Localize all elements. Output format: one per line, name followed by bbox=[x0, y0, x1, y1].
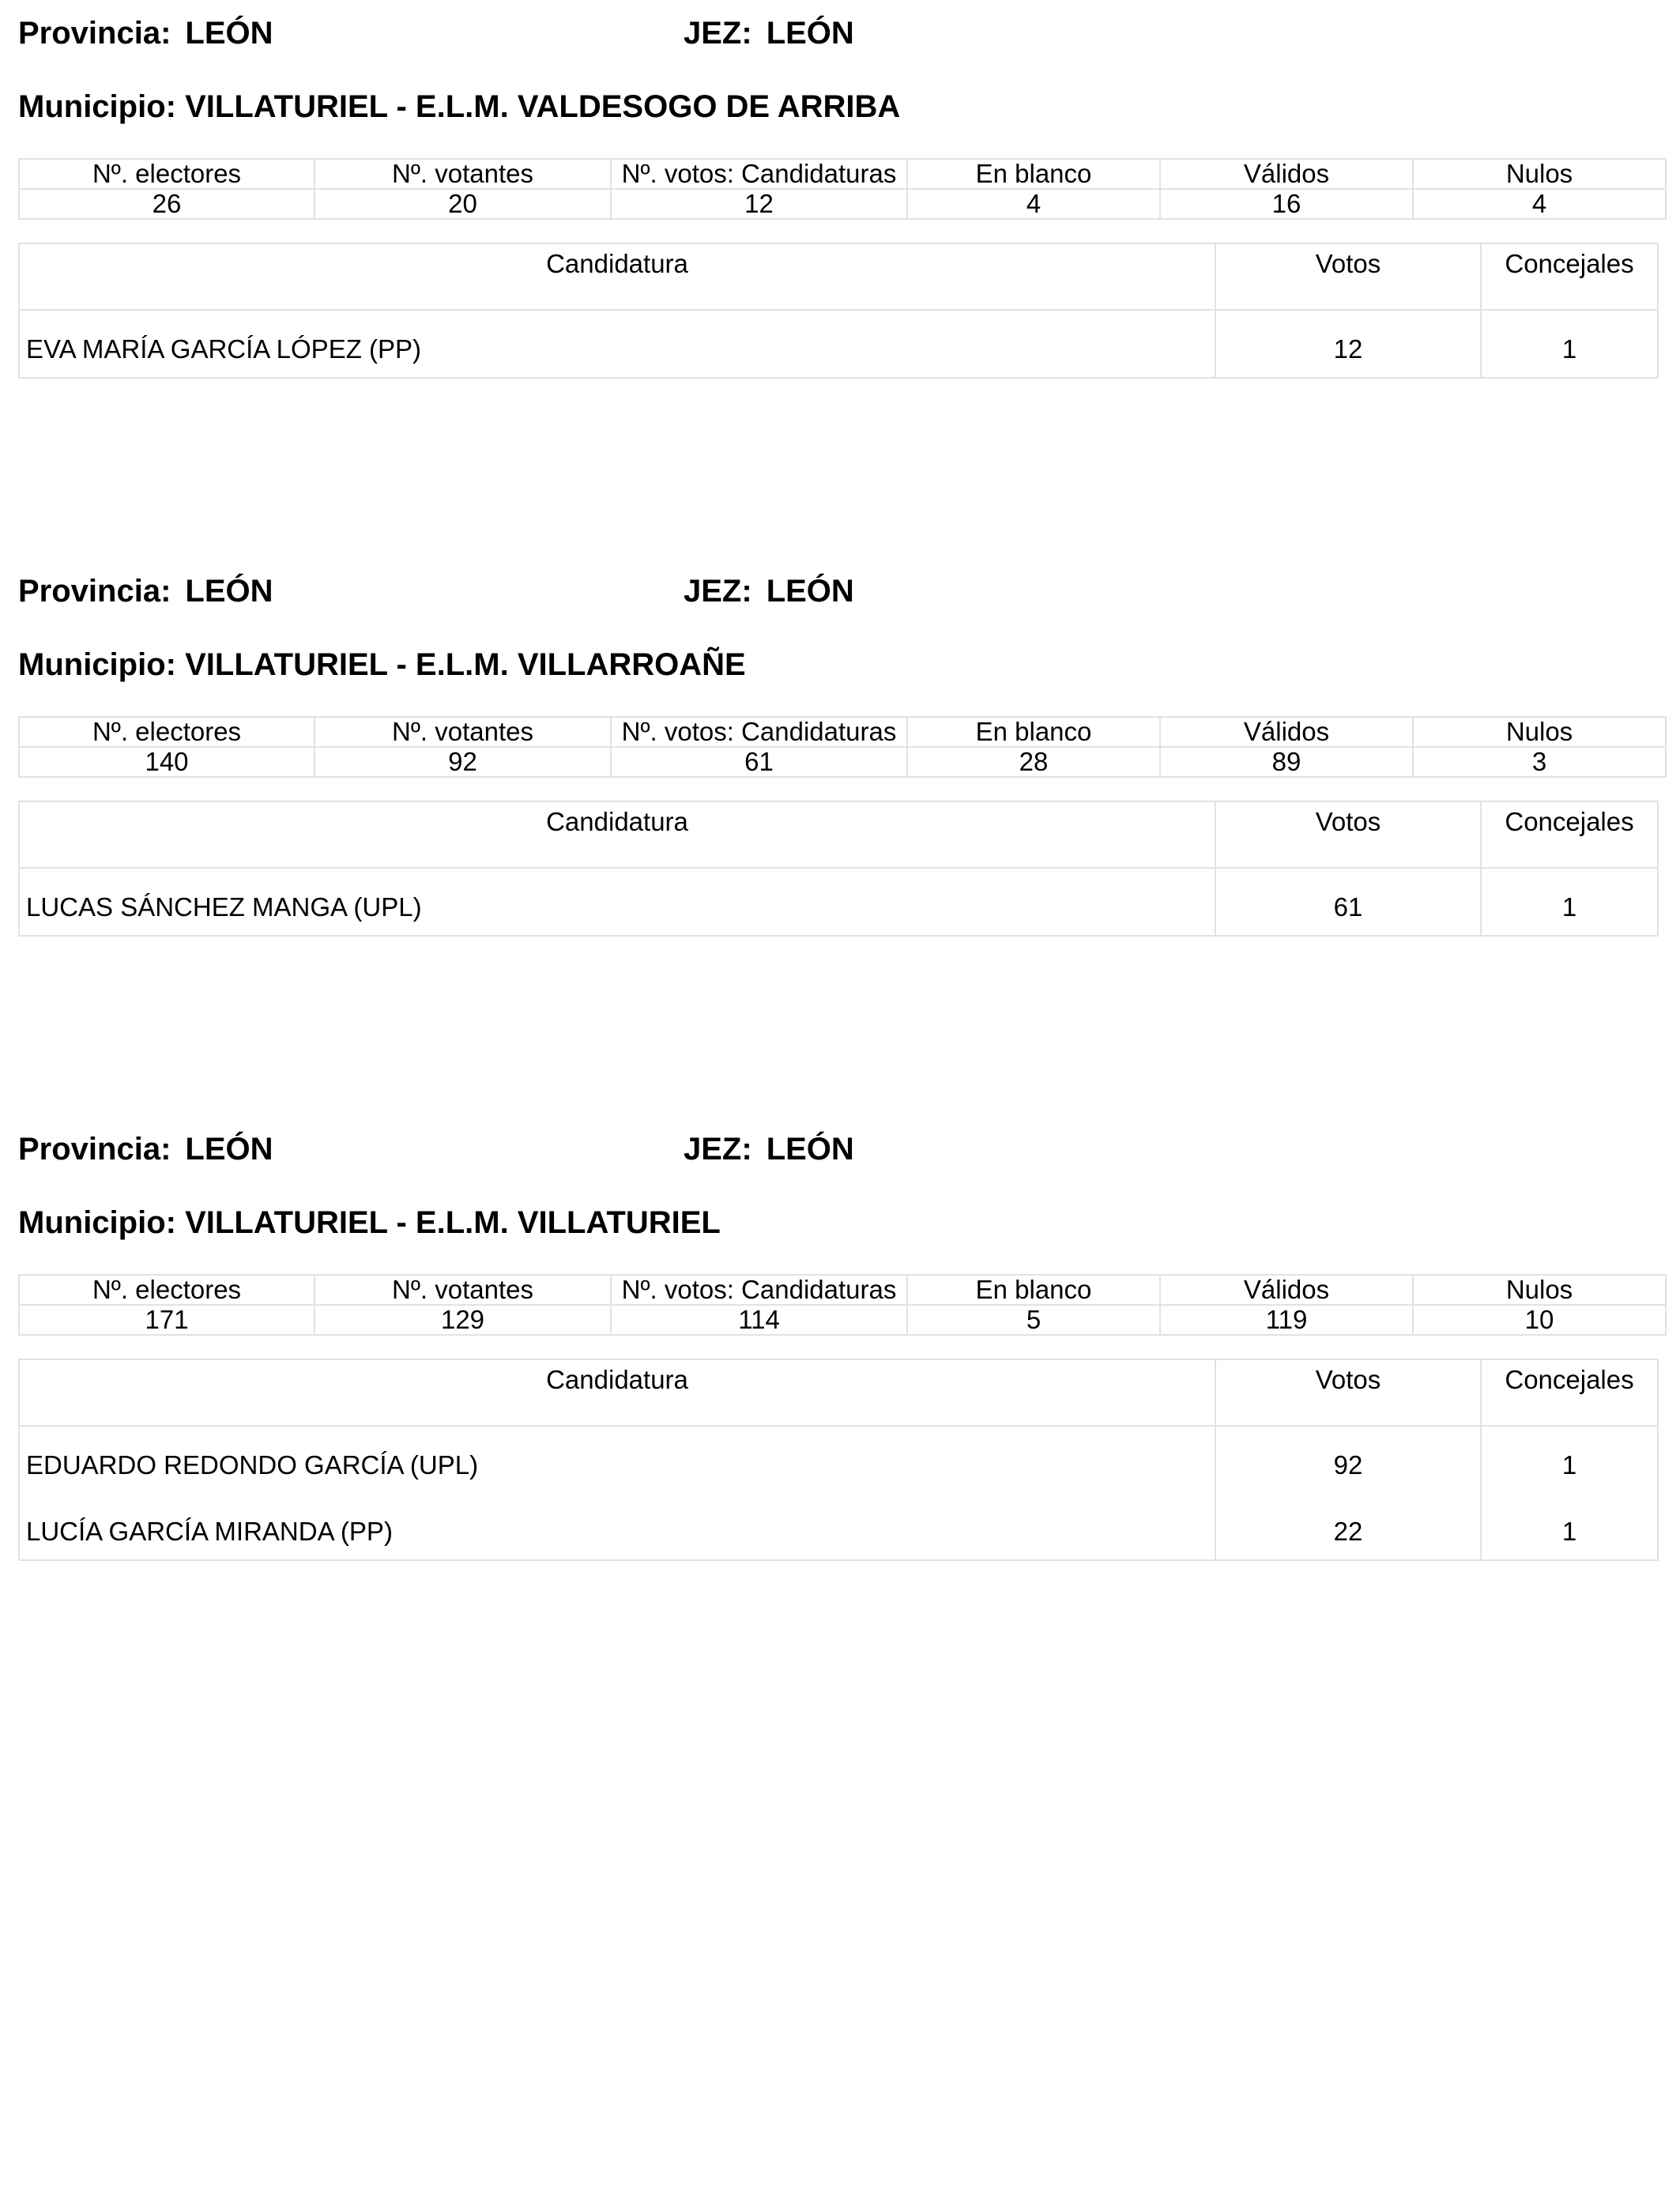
jez-value: LEÓN bbox=[766, 16, 854, 51]
votos-header: Votos bbox=[1216, 244, 1482, 309]
candidate-row bbox=[20, 1427, 1657, 1493]
jez-value: LEÓN bbox=[766, 1132, 854, 1167]
stats-header-row bbox=[19, 1275, 1666, 1305]
candidate-name: LUCÍA GARCÍA MIRANDA (PP) bbox=[20, 1493, 1216, 1559]
candidate-row bbox=[20, 311, 1657, 377]
candidate-row bbox=[20, 1493, 1657, 1559]
municipio-value: VILLATURIEL - E.L.M. VALDESOGO DE ARRIBA bbox=[185, 89, 901, 124]
stats-header: Nº. electores bbox=[19, 1275, 315, 1305]
municipio-label: Municipio: bbox=[18, 647, 176, 682]
candidates-header-row bbox=[20, 802, 1657, 869]
stats-table bbox=[18, 158, 1667, 220]
stats-header: Nº. electores bbox=[19, 717, 315, 747]
jez-line bbox=[684, 574, 854, 609]
stats-value-row bbox=[19, 189, 1666, 219]
candidate-name: EVA MARÍA GARCÍA LÓPEZ (PP) bbox=[20, 311, 1216, 377]
provincia-value: LEÓN bbox=[185, 1132, 273, 1167]
stats-value: 114 bbox=[611, 1305, 907, 1335]
stats-value: 16 bbox=[1160, 189, 1413, 219]
jez-line bbox=[684, 16, 854, 51]
stats-header: Válidos bbox=[1160, 717, 1413, 747]
stats-value: 26 bbox=[19, 189, 315, 219]
stats-header: Válidos bbox=[1160, 159, 1413, 189]
stats-header: Nº. electores bbox=[19, 159, 315, 189]
provincia-line bbox=[18, 574, 273, 609]
stats-value: 12 bbox=[611, 189, 907, 219]
candidate-votes: 61 bbox=[1216, 869, 1482, 935]
provincia-line bbox=[18, 1132, 273, 1167]
municipio-value: VILLATURIEL - E.L.M. VILLATURIEL bbox=[185, 1205, 721, 1240]
stats-table bbox=[18, 1274, 1667, 1336]
candidates-header-row bbox=[20, 1360, 1657, 1427]
provincia-value: LEÓN bbox=[185, 574, 273, 609]
candidate-votes: 12 bbox=[1216, 311, 1482, 377]
votos-header: Votos bbox=[1216, 1360, 1482, 1425]
stats-value: 28 bbox=[907, 747, 1160, 777]
municipio-line bbox=[18, 89, 900, 124]
municipio-line bbox=[18, 647, 746, 682]
candidate-votes: 22 bbox=[1216, 1493, 1482, 1559]
candidatura-header: Candidatura bbox=[20, 1360, 1216, 1425]
municipio-label: Municipio: bbox=[18, 89, 176, 124]
candidate-concejales: 1 bbox=[1561, 334, 1577, 364]
stats-header-row bbox=[19, 159, 1666, 189]
stats-header: Válidos bbox=[1160, 1275, 1413, 1305]
candidate-concejales: 1 bbox=[1561, 892, 1577, 922]
jez-label: JEZ: bbox=[684, 1132, 752, 1167]
concejales-header: Concejales bbox=[1505, 249, 1634, 278]
stats-header: Nº. votantes bbox=[315, 717, 611, 747]
candidate-name: LUCAS SÁNCHEZ MANGA (UPL) bbox=[20, 869, 1216, 935]
concejales-header: Concejales bbox=[1505, 807, 1634, 836]
municipio-label: Municipio: bbox=[18, 1205, 176, 1240]
provincia-line bbox=[18, 16, 273, 51]
stats-value: 61 bbox=[611, 747, 907, 777]
stats-value: 129 bbox=[315, 1305, 611, 1335]
stats-header: Nulos bbox=[1413, 159, 1666, 189]
stats-header: En blanco bbox=[907, 717, 1160, 747]
candidate-name: EDUARDO REDONDO GARCÍA (UPL) bbox=[20, 1427, 1216, 1493]
stats-value: 171 bbox=[19, 1305, 315, 1335]
jez-label: JEZ: bbox=[684, 16, 752, 51]
stats-value: 119 bbox=[1160, 1305, 1413, 1335]
provincia-label: Provincia: bbox=[18, 574, 171, 609]
stats-value: 10 bbox=[1413, 1305, 1666, 1335]
provincia-value: LEÓN bbox=[185, 16, 273, 51]
stats-value: 92 bbox=[315, 747, 611, 777]
stats-header: Nº. votos: Candidaturas bbox=[611, 159, 907, 189]
stats-header: Nº. votos: Candidaturas bbox=[611, 717, 907, 747]
stats-value: 140 bbox=[19, 747, 315, 777]
stats-header: En blanco bbox=[907, 159, 1160, 189]
stats-value-row bbox=[19, 747, 1666, 777]
votos-header: Votos bbox=[1216, 802, 1482, 867]
candidate-row bbox=[20, 869, 1657, 935]
jez-value: LEÓN bbox=[766, 574, 854, 609]
provincia-label: Provincia: bbox=[18, 16, 171, 51]
concejales-header: Concejales bbox=[1505, 1365, 1634, 1394]
stats-value: 3 bbox=[1413, 747, 1666, 777]
jez-line bbox=[684, 1132, 854, 1167]
stats-header: Nº. votos: Candidaturas bbox=[611, 1275, 907, 1305]
candidate-concejales: 1 bbox=[1561, 1517, 1577, 1546]
stats-value: 5 bbox=[907, 1305, 1160, 1335]
stats-header: Nº. votantes bbox=[315, 1275, 611, 1305]
stats-header: Nulos bbox=[1413, 1275, 1666, 1305]
provincia-label: Provincia: bbox=[18, 1132, 171, 1167]
stats-value-row bbox=[19, 1305, 1666, 1335]
candidatura-header: Candidatura bbox=[20, 244, 1216, 309]
municipio-value: VILLATURIEL - E.L.M. VILLARROAÑE bbox=[185, 647, 746, 682]
jez-label: JEZ: bbox=[684, 574, 752, 609]
stats-header-row bbox=[19, 717, 1666, 747]
candidatura-header: Candidatura bbox=[20, 802, 1216, 867]
candidate-votes: 92 bbox=[1216, 1427, 1482, 1493]
stats-header: Nulos bbox=[1413, 717, 1666, 747]
stats-value: 4 bbox=[1413, 189, 1666, 219]
candidates-table bbox=[18, 1359, 1659, 1561]
stats-header: En blanco bbox=[907, 1275, 1160, 1305]
municipio-line bbox=[18, 1205, 721, 1240]
candidate-concejales: 1 bbox=[1561, 1450, 1577, 1480]
stats-value: 20 bbox=[315, 189, 611, 219]
candidates-table bbox=[18, 243, 1659, 379]
stats-table bbox=[18, 716, 1667, 778]
candidates-table bbox=[18, 801, 1659, 937]
candidates-header-row bbox=[20, 244, 1657, 311]
stats-value: 4 bbox=[907, 189, 1160, 219]
stats-value: 89 bbox=[1160, 747, 1413, 777]
stats-header: Nº. votantes bbox=[315, 159, 611, 189]
